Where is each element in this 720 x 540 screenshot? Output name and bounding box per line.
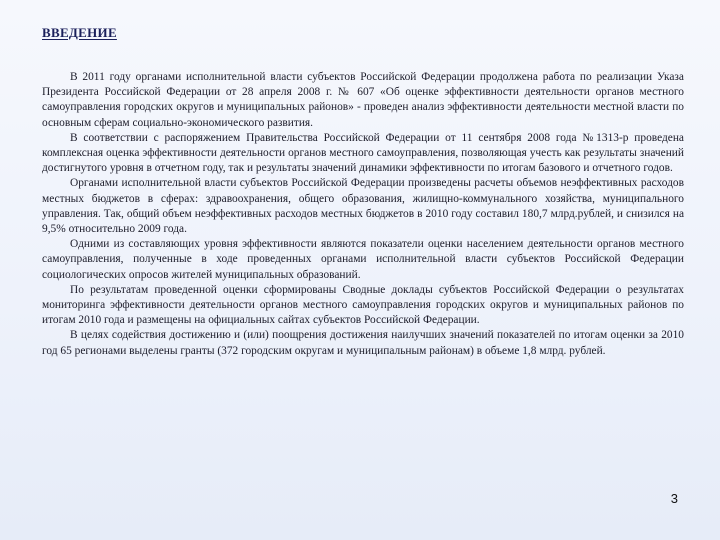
paragraph-6: В целях содействия достижению и (или) поощрения достижения наилучших значений показателей по итогам оценки за 2010 год 65 регионами выделены гранты (372 городским округам и муниципальным районам) в объеме 1,8 млрд. рублей. <box>42 329 684 357</box>
paragraph-2: В соответствии с распоряжением Правительства Российской Федерации от 11 сентября 2008 года №1313-р проведена комплексная оценка эффективности деятельности органов местного самоуправления, позволяющая учесть как результаты значений достигнутого уровня в отчетном году, так и результаты значений динамики эффективности по итогам базового и отчетного годов. <box>42 131 684 175</box>
page-number: 3 <box>670 491 678 506</box>
paragraph-3: Органами исполнительной власти субъектов Российской Федерации произведены расчеты объемов неэффективных расходов местных бюджетов в сферах: здравоохранения, общего образования, жилищно-коммунального хозяйства, муниципального управления. Так, общий объем неэффективных расходов местных бюджетов в 2010 году составил 180,7 млрд.рублей, и снизился на 9,5% относительно 2009 года. <box>42 177 684 236</box>
paragraph-5: По результатам проведенной оценки сформированы Сводные доклады субъектов Российской Федерации о результатах мониторинга эффективности деятельности органов местного самоуправления городских округов и муниципальных районов по итогам 2010 года и размещены на официальных сайтах субъектов Российской Федерации. <box>42 283 684 327</box>
page-title: ВВЕДЕНИЕ <box>42 25 117 40</box>
paragraph-1: В 2011 году органами исполнительной власти субъектов Российской Федерации продолжена работа по реализации Указа Президента Российской Федерации от 28 апреля 2008 г. № 607 «Об оценке эффективности деятельности органов местного самоуправления городских округов и муниципальных районов» - проведен анализ эффективности деятельности местной власти по основным сферам социально-экономического развития. <box>42 71 684 129</box>
paragraph-4: Одними из составляющих уровня эффективности являются показатели оценки населением деятельности органов местного самоуправления, полученные в ходе проведенных органами исполнительной власти субъектов Российской Федерации социологических опросов жителей муниципальных образований. <box>42 238 684 281</box>
body-text <box>42 70 684 359</box>
